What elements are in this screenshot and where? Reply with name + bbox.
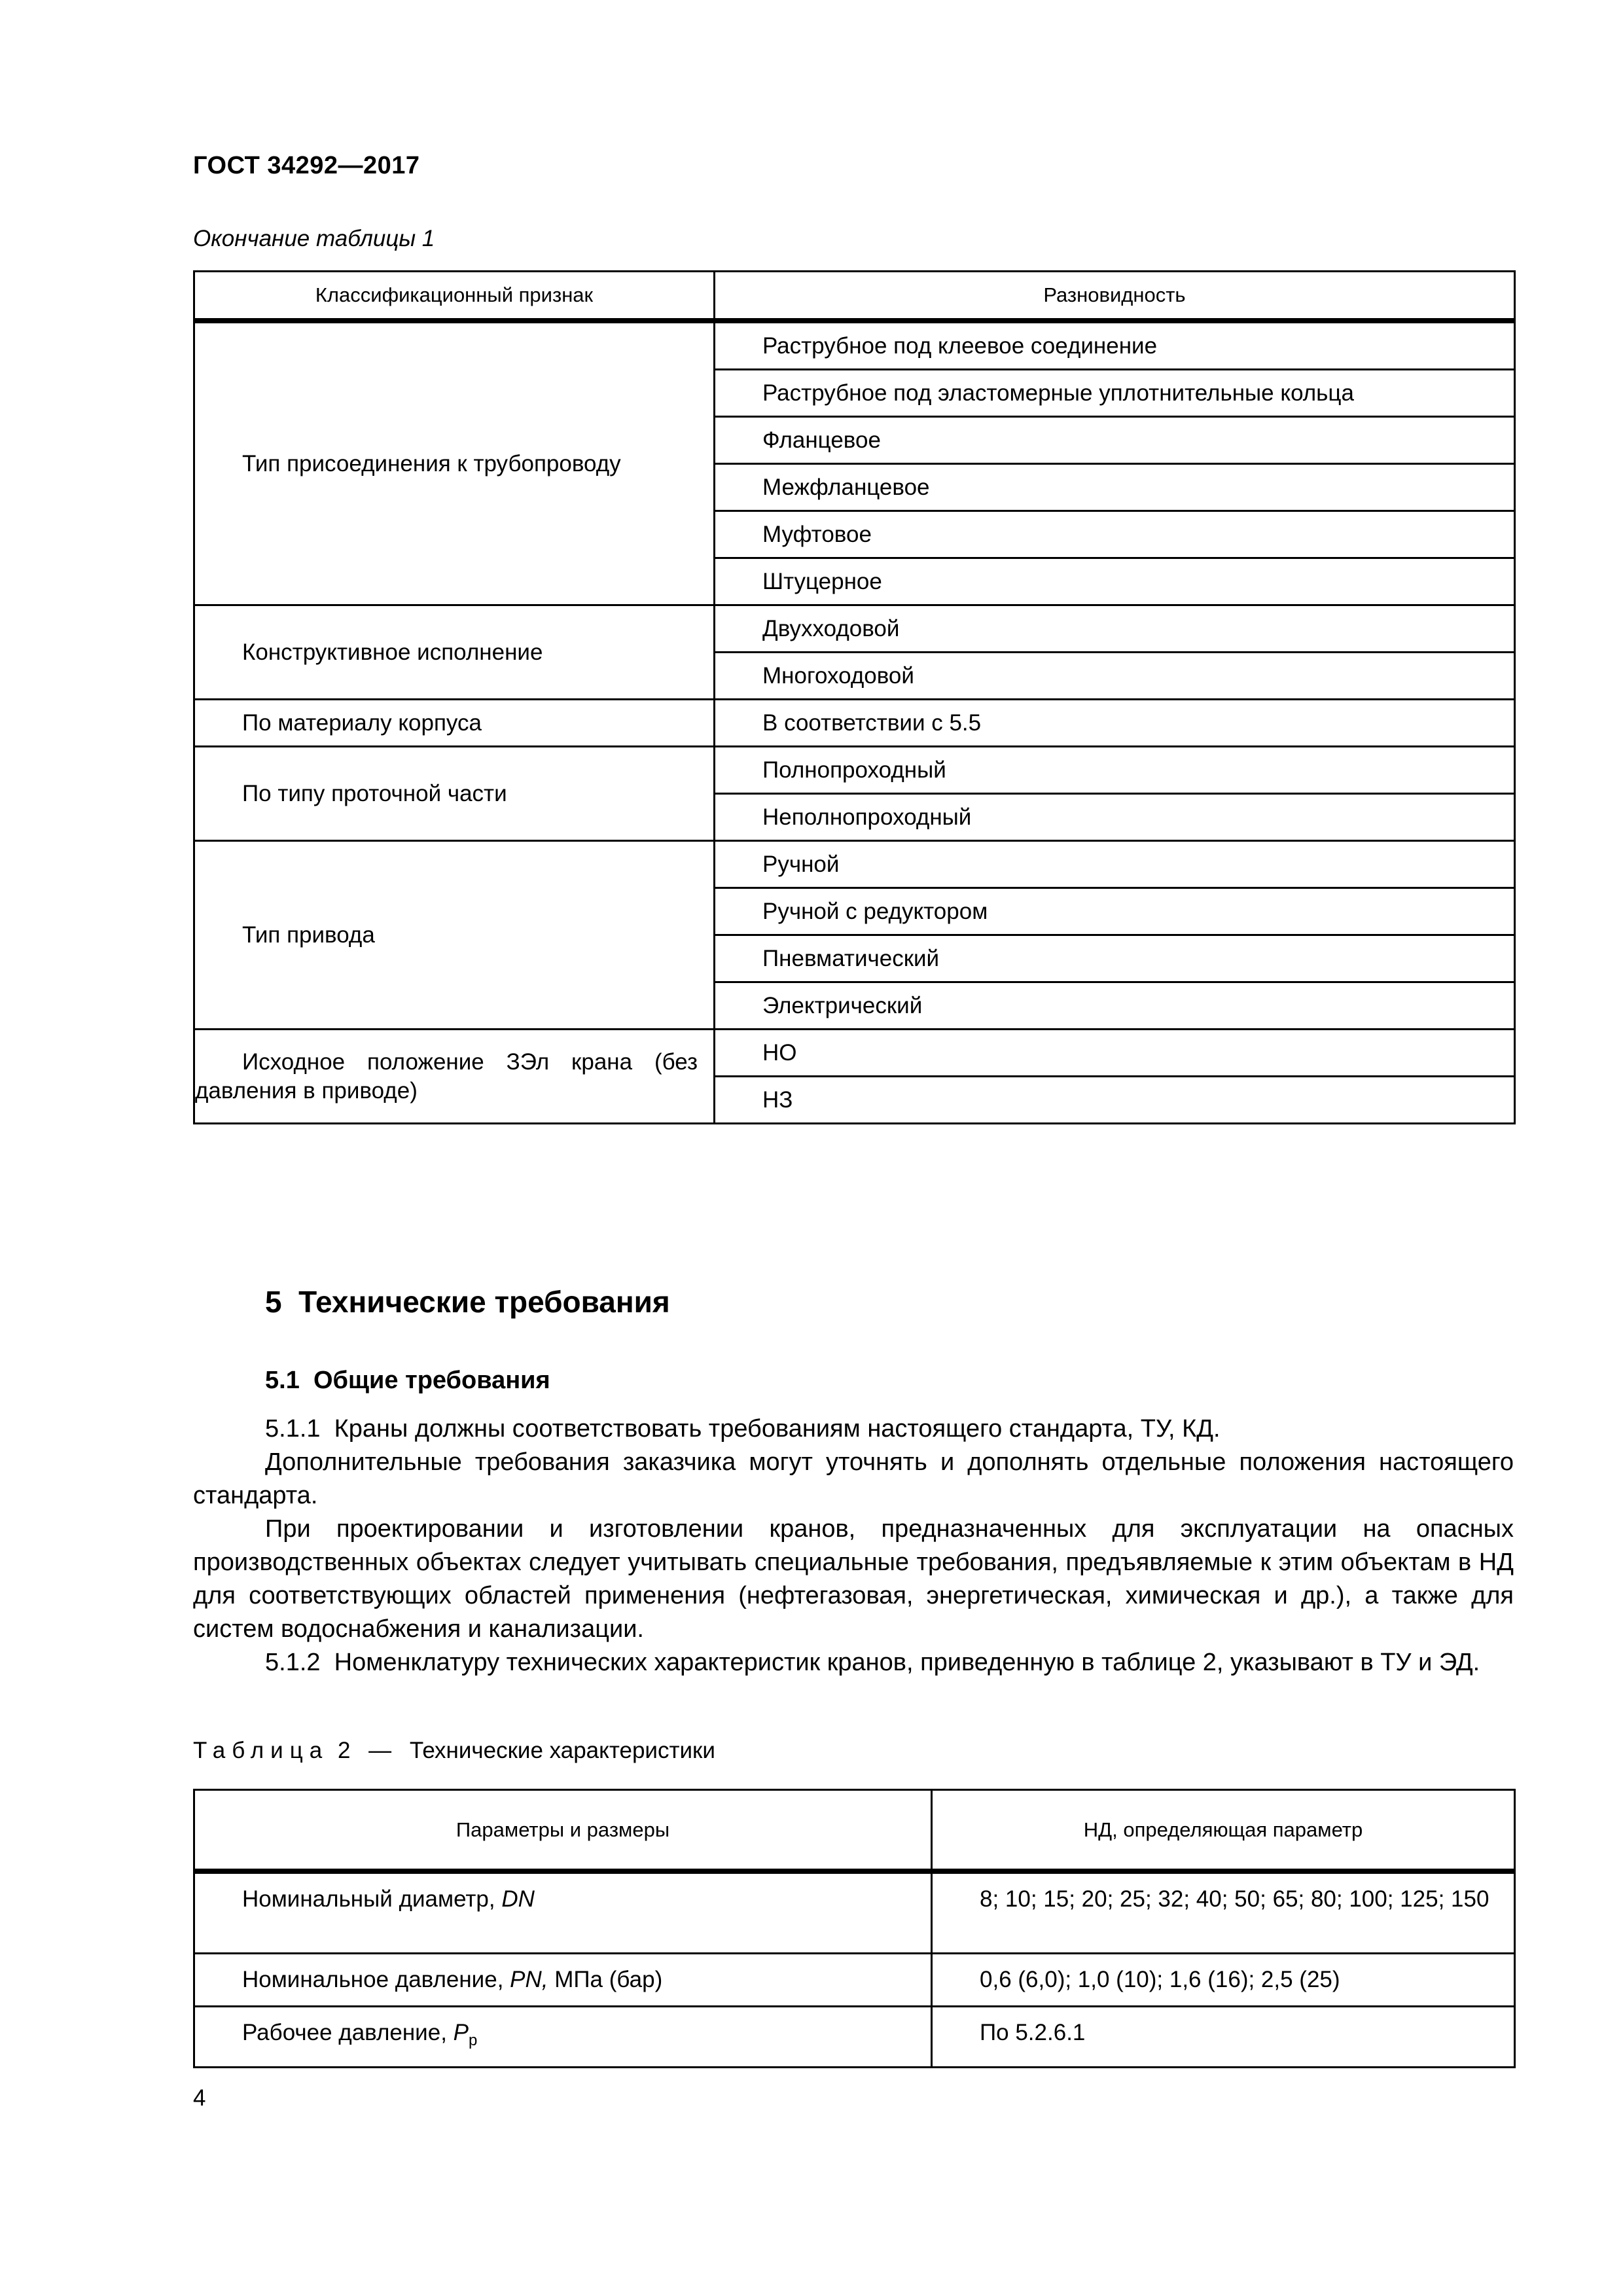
table1-caption: Окончание таблицы 1 [193, 226, 435, 251]
table1-value-cell: Раструбное под эластомерные уплотнительные кольца [715, 370, 1515, 417]
param-subscript: р [469, 2031, 478, 2049]
param-unit: МПа (бар) [548, 1966, 663, 1992]
table2-param-cell [194, 2006, 932, 2067]
table1-header-cell: Классификационный признак [194, 272, 715, 321]
table-row [194, 747, 1515, 794]
paragraph: 5.1.2 Номенклатуру технических характеристик кранов, приведенную в таблице 2, указывают в ТУ и ЭД. [265, 1649, 1480, 1676]
table2-caption-dash: — [368, 1738, 392, 1763]
table1-value-cell: Двухходовой [715, 605, 1515, 653]
table2-caption-text: Технические характеристики [409, 1738, 715, 1763]
param-label: Рабочее давление, [242, 2019, 454, 2045]
param-label: Номинальный диаметр, [242, 1886, 502, 1912]
table1-value-cell: Фланцевое [715, 417, 1515, 464]
table2-header-cell: Параметры и размеры [194, 1790, 932, 1872]
table-row [194, 2006, 1515, 2067]
section-heading: 5 Технические требования [265, 1285, 670, 1319]
table1-value-cell: НЗ [715, 1077, 1515, 1124]
table1-key-cell [194, 1030, 715, 1124]
table1-value-cell: НО [715, 1030, 1515, 1077]
table1-key-cell: Тип привода [194, 841, 715, 1030]
table2-value-cell [932, 2006, 1515, 2067]
paragraph: 5.1.1 Краны должны соответствовать требованиям настоящего стандарта, ТУ, КД. [265, 1415, 1221, 1443]
table1-key-cell: Тип присоединения к трубопроводу [194, 321, 715, 605]
table1-value-cell: Ручной [715, 841, 1515, 888]
table2-value-cell [932, 1871, 1515, 1953]
param-variable: DN [501, 1886, 535, 1912]
param-variable: PN, [510, 1966, 548, 1992]
table1-value-cell: Межфланцевое [715, 464, 1515, 511]
table-row [194, 1871, 1515, 1953]
param-value: По 5.2.6.1 [980, 2019, 1086, 2045]
table2-caption [193, 1738, 715, 1764]
table1-key-text: Исходное положение ЗЭл крана (без давления в приводе) [195, 1049, 698, 1103]
table1-value-cell: Электрический [715, 982, 1515, 1030]
paragraph: При проектировании и изготовлении кранов, предназначенных для эксплуатации на опасных производственных объектах следует учитывать специальные требования, предъявляемые к этим объектам в НД для соответствующих областей применения (нефтегазовая, энергетическая, химическая и др.), а также для систем водоснабжения и канализации. [193, 1515, 1514, 1643]
table-row [194, 1030, 1515, 1077]
table1-value-cell: Пневматический [715, 935, 1515, 982]
table2-param-cell [194, 1953, 932, 2006]
table1-value-cell: Неполнопроходный [715, 794, 1515, 841]
table1-value-cell: Штуцерное [715, 558, 1515, 605]
table-row [194, 321, 1515, 370]
table2-value-cell [932, 1953, 1515, 2006]
table1-value-cell: Полнопроходный [715, 747, 1515, 794]
table2-header-row [194, 1790, 1515, 1872]
table1-value-cell: В соответствии с 5.5 [715, 700, 1515, 747]
param-value: 8; 10; 15; 20; 25; 32; 40; 50; 65; 80; 100; 125; 150 [980, 1886, 1489, 1912]
table1-key-cell: Конструктивное исполнение [194, 605, 715, 700]
subsection-heading: 5.1 Общие требования [265, 1367, 550, 1394]
table1-value-cell: Муфтовое [715, 511, 1515, 558]
table2-header-cell: НД, определяющая параметр [932, 1790, 1515, 1872]
table1-value-cell: Ручной с редуктором [715, 888, 1515, 935]
table2-caption-label: Таблица [193, 1738, 329, 1763]
paragraph: Дополнительные требования заказчика могут уточнять и дополнять отдельные положения настоящего стандарта. [193, 1448, 1514, 1509]
table-row [194, 700, 1515, 747]
table1-key-cell: По типу проточной части [194, 747, 715, 841]
table-row [194, 841, 1515, 888]
table1-key-cell: По материалу корпуса [194, 700, 715, 747]
table1-header-row [194, 272, 1515, 321]
table1-value-cell: Раструбное под клеевое соединение [715, 321, 1515, 370]
table1-header-cell: Разновидность [715, 272, 1515, 321]
table2-caption-number: 2 [337, 1738, 351, 1763]
table1-value-cell: Многоходовой [715, 653, 1515, 700]
param-label: Номинальное давление, [242, 1966, 510, 1992]
page-number: 4 [193, 2085, 206, 2111]
param-value: 0,6 (6,0); 1,0 (10); 1,6 (16); 2,5 (25) [980, 1966, 1340, 1992]
table2 [193, 1789, 1516, 2068]
table2-param-cell [194, 1871, 932, 1953]
document-title: ГОСТ 34292—2017 [193, 152, 420, 179]
section-body [193, 1412, 1514, 1679]
table-row [194, 605, 1515, 653]
table1 [193, 270, 1516, 1124]
table-row [194, 1953, 1515, 2006]
param-variable: P [453, 2019, 469, 2045]
